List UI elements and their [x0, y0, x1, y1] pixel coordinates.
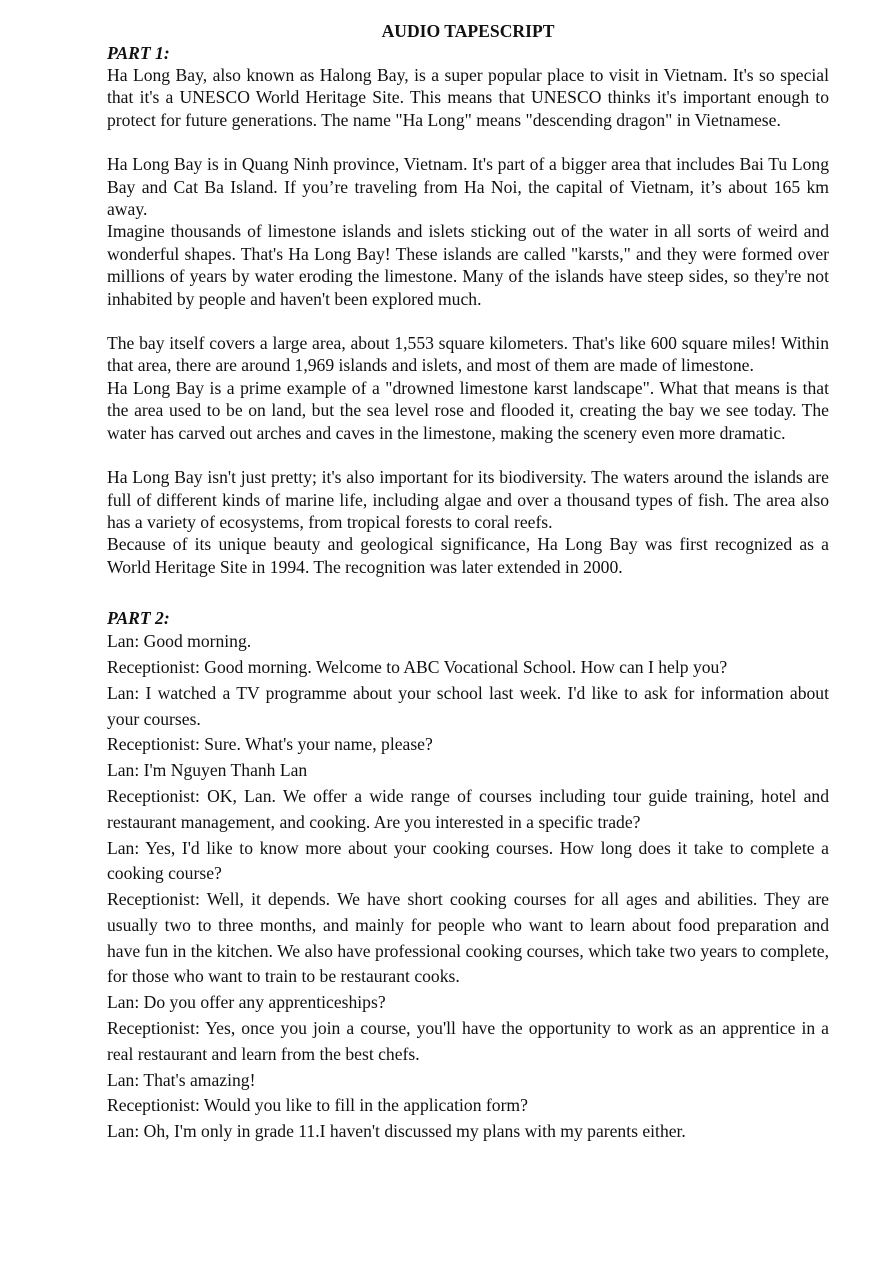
part1-paragraph: Imagine thousands of limestone islands and islets sticking out of the water in all sorts of weird and wonderful shapes. That's Ha Long Bay! These islands are called "karsts," and they were formed over millions of years by water eroding the limestone. Many of the islands have steep sides, so they're not inhabited by people and haven't been explored much.: [107, 221, 829, 309]
part1-paragraph: Ha Long Bay is in Quang Ninh province, Vietnam. It's part of a bigger area that includes Bai Tu Long Bay and Cat Ba Island. If you’re traveling from Ha Noi, the capital of Vietnam, it’s about 165 km away.: [107, 154, 829, 220]
part1-paragraph: Ha Long Bay isn't just pretty; it's also important for its biodiversity. The waters around the islands are full of different kinds of marine life, including algae and over a thousand types of fish. The area also has a variety of ecosystems, from tropical forests to coral reefs.: [107, 467, 829, 532]
tapescript-page: [107, 20, 829, 1145]
dialogue-line: Lan: Yes, I'd like to know more about your cooking courses. How long does it take to complete a cooking course?: [107, 837, 829, 884]
part1-paragraph: Ha Long Bay is a prime example of a "drowned limestone karst landscape". What that means is that the area used to be on land, but the sea level rose and flooded it, creating the bay we see today. The water has carved out arches and caves in the limestone, making the scenery even more dramatic.: [107, 377, 829, 443]
dialogue-line: Receptionist: Sure. What's your name, please?: [107, 734, 433, 755]
dialogue-line: Lan: That's amazing!: [107, 1069, 256, 1090]
dialogue-line: Receptionist: Well, it depends. We have short cooking courses for all ages and abilities. They are usually two to three months, and mainly for people who want to learn about food preparation and have fun in the kitchen. We also have professional cooking courses, which take two years to complete, for those who want to train to be restaurant cooks.: [107, 889, 829, 987]
document-title: AUDIO TAPESCRIPT: [381, 21, 555, 41]
part1-paragraph: Ha Long Bay, also known as Halong Bay, is a super popular place to visit in Vietnam. It's so special that it's a UNESCO World Heritage Site. This means that UNESCO thinks it's important enough to protect for future generations. The name "Ha Long" means "descending dragon" in Vietnamese.: [107, 65, 829, 130]
dialogue-line: Receptionist: OK, Lan. We offer a wide range of courses including tour guide training, hotel and restaurant management, and cooking. Are you interested in a specific trade?: [107, 785, 829, 832]
dialogue-line: Lan: I'm Nguyen Thanh Lan: [107, 760, 308, 781]
part2-heading: PART 2:: [107, 608, 170, 629]
dialogue-line: Receptionist: Good morning. Welcome to ABC Vocational School. How can I help you?: [107, 656, 728, 677]
dialogue-line: Lan: I watched a TV programme about your school last week. I'd like to ask for information about your courses.: [107, 682, 829, 729]
part1-heading: PART 1:: [107, 43, 170, 63]
dialogue-line: Lan: Do you offer any apprenticeships?: [107, 992, 386, 1013]
dialogue-line: Receptionist: Would you like to fill in the application form?: [107, 1095, 528, 1116]
dialogue-line: Receptionist: Yes, once you join a course, you'll have the opportunity to work as an apprentice in a real restaurant and learn from the best chefs.: [107, 1018, 829, 1064]
dialogue-line: Lan: Good morning.: [107, 631, 252, 652]
part1-paragraph: The bay itself covers a large area, about 1,553 square kilometers. That's like 600 square miles! Within that area, there are around 1,969 islands and islets, and most of them are made of limestone.: [107, 333, 829, 376]
dialogue-line: Lan: Oh, I'm only in grade 11.I haven't discussed my plans with my parents either.: [107, 1121, 686, 1142]
part1-paragraph: Because of its unique beauty and geological significance, Ha Long Bay was first recognized as a World Heritage Site in 1994. The recognition was later extended in 2000.: [107, 534, 829, 577]
